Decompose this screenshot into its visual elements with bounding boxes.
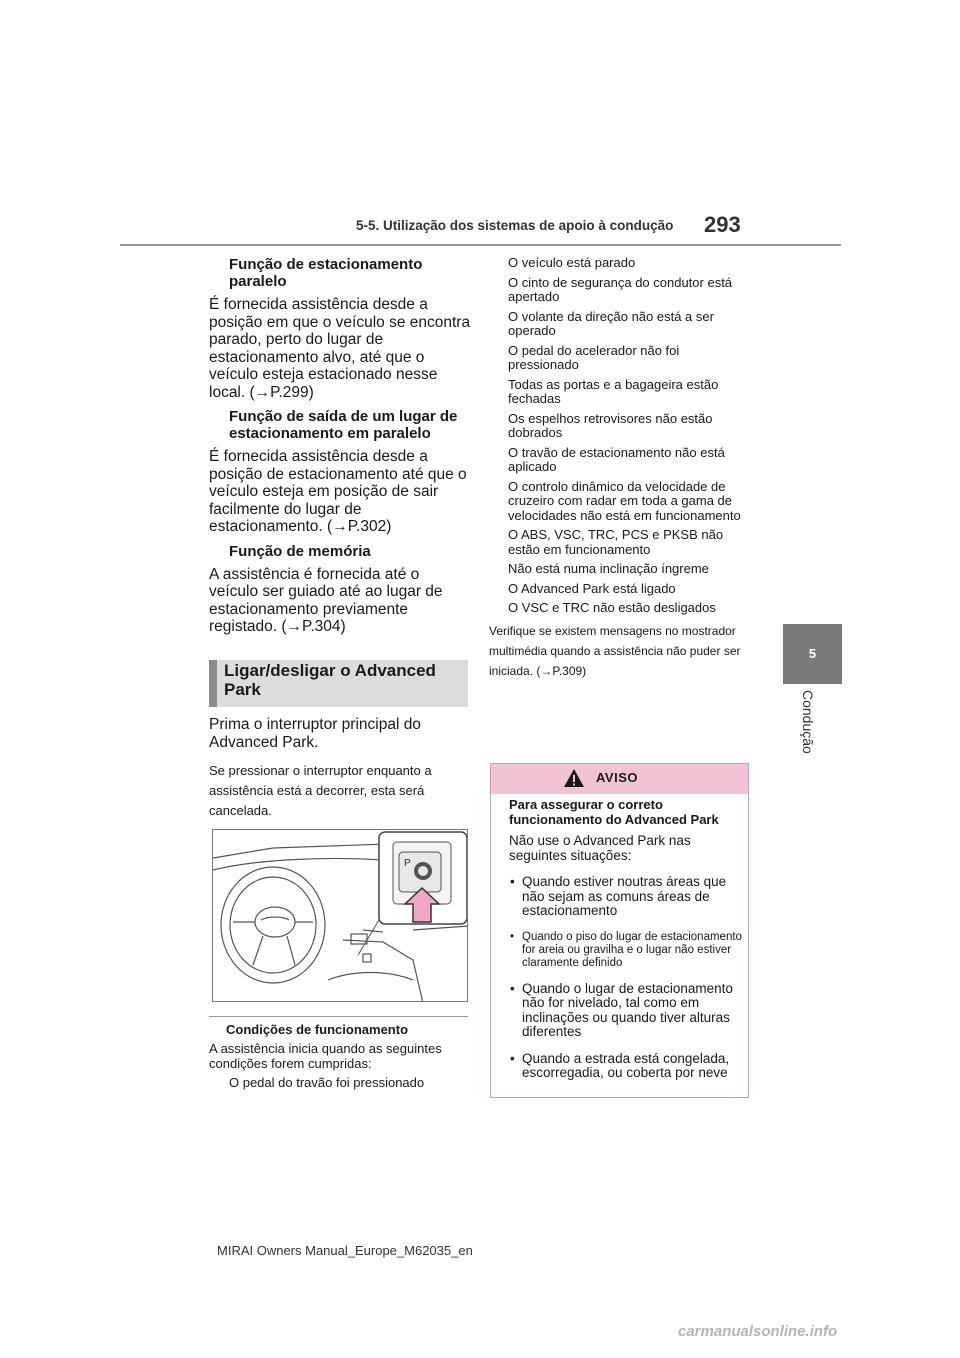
item-heading-parallel-parking: Função de estacionamento paralelo bbox=[229, 256, 423, 290]
instruction-block bbox=[209, 716, 471, 829]
item-text-parallel-parking: É fornecida assistência desde a posição em que o veículo se encontra parado, perto do lugar de estacionamento alvo, até que o veículo esteja estacionado nesse local. (→P.299) bbox=[209, 296, 471, 401]
warning-bullet bbox=[510, 982, 742, 1040]
condition-item: Os espelhos retrovisores não estão dobrados bbox=[508, 410, 713, 440]
bullet-mark: • bbox=[510, 980, 515, 996]
chapter-label: Condução bbox=[800, 690, 816, 754]
warning-title: Para assegurar o correto funcionamento do Advanced Park bbox=[509, 797, 719, 827]
conditions-title: Condições de funcionamento bbox=[226, 1022, 409, 1037]
condition-item: O travão de estacionamento não está aplicado bbox=[508, 444, 725, 474]
condition-item: Todas as portas e a bagageira estão fechadas bbox=[508, 376, 719, 406]
warning-body bbox=[497, 798, 742, 1093]
figure-rule bbox=[209, 1016, 468, 1017]
conditions-block bbox=[209, 1022, 471, 1090]
warning-bullet-text: Quando o lugar de estacionamento não for nivelado, tal como em inclinações ou quando tiver alturas diferentes bbox=[522, 980, 733, 1039]
warning-bullet-text: Quando o piso do lugar de estacionamento for areia ou gravilha e o lugar não estiver claramente definido bbox=[522, 930, 742, 969]
chapter-number: 5 bbox=[808, 646, 817, 661]
dashboard-drawing bbox=[213, 830, 468, 1002]
watermark: carmanualsonline.info bbox=[678, 1323, 838, 1340]
page-number: 293 bbox=[704, 212, 741, 237]
condition-item: O cinto de segurança do condutor está apertado bbox=[508, 274, 733, 304]
dashboard-illustration bbox=[212, 829, 468, 1002]
instruction-text: Prima o interruptor principal do Advanced Park. bbox=[209, 716, 421, 751]
bullet-mark: • bbox=[510, 930, 515, 943]
condition-item: O ABS, VSC, TRC, PCS e PKSB não estão em funcionamento bbox=[508, 527, 724, 557]
condition-item: O controlo dinâmico da velocidade de cruzeiro com radar em toda a gama de velocidades não está em funcionamento bbox=[508, 478, 741, 523]
warning-triangle-icon bbox=[563, 768, 585, 793]
item-heading-parallel-exit: Função de saída de um lugar de estacionamento em paralelo bbox=[229, 408, 458, 442]
switch-letter: P bbox=[404, 858, 411, 869]
condition-item: O VSC e TRC não estão desligados bbox=[508, 600, 716, 615]
warning-bullet-text: Quando a estrada está congelada, escorregadia, ou coberta por neve bbox=[522, 1050, 730, 1080]
item-heading-memory: Função de memória bbox=[229, 542, 371, 560]
condition-item: O pedal do travão foi pressionado bbox=[229, 1075, 425, 1090]
warning-bullet bbox=[510, 875, 742, 919]
condition-item: O veículo está parado bbox=[508, 255, 636, 270]
warning-bullet bbox=[510, 931, 742, 970]
bullet-mark: • bbox=[510, 874, 515, 889]
warning-intro: Não use o Advanced Park nas seguintes situações: bbox=[509, 833, 691, 863]
footer-text: MIRAI Owners Manual_Europe_M62035_en bbox=[217, 1243, 473, 1258]
instruction-note: Se pressionar o interruptor enquanto a assistência está a decorrer, esta será cancelada. bbox=[209, 763, 432, 818]
conditions-intro: A assistência inicia quando as seguintes condições forem cumpridas: bbox=[209, 1041, 442, 1071]
bullet-mark: • bbox=[510, 1050, 515, 1066]
section-heading: Ligar/desligar o Advanced Park bbox=[224, 661, 436, 699]
item-text-memory: A assistência é fornecida até o veículo ser guiado até ao lugar de estacionamento previamente registado. (→P.304) bbox=[209, 565, 443, 635]
warning-label: AVISO bbox=[596, 770, 638, 785]
right-column bbox=[489, 256, 751, 681]
condition-item: Não está numa inclinação íngreme bbox=[508, 561, 709, 576]
condition-item: O volante da direção não está a ser operado bbox=[508, 308, 714, 338]
warning-bullet bbox=[510, 1052, 742, 1081]
left-column bbox=[209, 256, 471, 643]
conditions-note: Verifique se existem mensagens no mostrador multimédia quando a assistência não puder ser iniciada. (→P.309) bbox=[489, 623, 741, 678]
item-text-parallel-exit: É fornecida assistência desde a posição de estacionamento até que o veículo esteja em posição de sair facilmente do lugar de estacionamento. (→P.302) bbox=[209, 448, 467, 535]
condition-item: O pedal do acelerador não foi pressionado bbox=[508, 342, 680, 372]
header-rule bbox=[120, 244, 841, 246]
condition-item: O Advanced Park está ligado bbox=[508, 580, 676, 596]
warning-bullet-text: Quando estiver noutras áreas que não sejam as comuns áreas de estacionamento bbox=[522, 874, 727, 918]
section-title: 5-5. Utilização dos sistemas de apoio à condução bbox=[356, 218, 674, 233]
